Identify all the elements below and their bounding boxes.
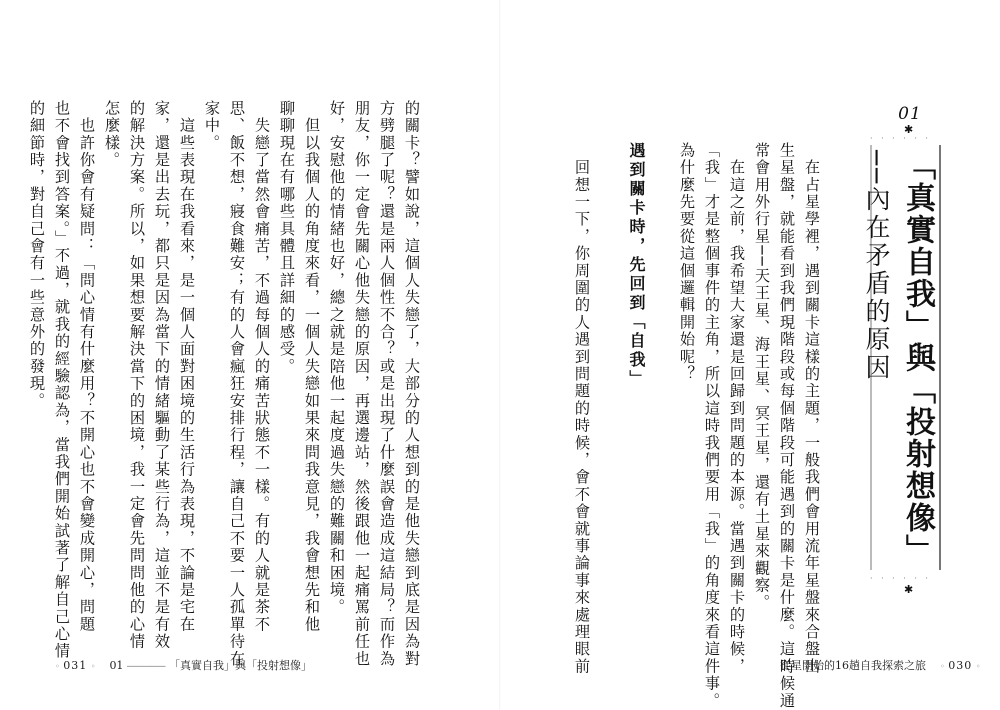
paragraph-column: 生星盤，就能看到我們現階段或每個階段可能遇到的關卡是什麼。這時候通 [778,142,796,710]
dots-ornament-top: · · · · · · [870,134,931,143]
left-footer [55,657,312,673]
dots-ornament-bottom: · · · · · · [870,574,931,583]
footer-separator: ◦ [940,662,945,671]
section-heading: 遇到關卡時，先回到「自我」 [627,142,646,389]
text-column: 的解決方案。所以，如果想要解決當下的困境，我一定會先問問他的心情 [128,100,146,651]
text-column: 這些表現在我看來，是一個人面對困境的生活行為表現，不論是宅在 [178,100,196,634]
star-ornament-top: ✱ [904,123,914,136]
text-column: 家中。 [203,100,221,152]
text-column: 但以我個人的角度來看，一個人失戀如果來問我意見，我會想先和他 [303,100,321,634]
paragraph-column: 在這之前，我希望大家還是回歸到問題的本源。當遇到關卡的時候， [728,142,746,676]
chapter-title: 「真實自我」與「投射想像」 [900,150,935,566]
paragraph-column: 回想一下，你周圍的人遇到問題的時候，會不會就事論事來處理眼前 [573,142,591,676]
text-column: 的關卡？譬如說，這個人失戀了，大部分的人想到的是他失戀到底是因為對 [403,100,421,668]
text-column: 方劈腿了呢？還是兩人個性不合？或是出現了什麼誤會造成這結局？而作為 [378,100,396,668]
text-column: 失戀了當然會痛苦，不過每個人的痛苦狀態不一樣。有的人就是茶不 [253,100,271,634]
footer-chapter-title: 「真實自我」與「投射想像」 [168,659,312,672]
text-column: 聊聊現在有哪些具體且詳細的感受。 [278,100,296,376]
footer-rule: ──────── [126,662,166,671]
heading-rule [939,145,941,570]
text-column: 好，安慰他的情緒也好，總之就是陪他一起度過失戀的難關和困境。 [328,100,346,616]
paragraph-column: 為什麼先要從這個邏輯開始呢？ [678,142,696,383]
paragraph-column: 在占星學裡，遇到關卡這樣的主題，一般我們會用流年星盤來合盤出 [803,142,821,676]
paragraph-column: 常會用外行星──天王星、海王星、冥王星，還有土星來觀察。 [753,142,771,612]
chapter-number: 01 [898,104,922,124]
right-footer [780,657,980,673]
star-ornament-bottom: ✱ [904,583,914,596]
paragraph-column: 「我」才是整個事件的主角，所以這時我們要用「我」的角度來看這件事。 [703,142,721,710]
text-column: 的細節時，對自己會有一些意外的發現。 [28,100,46,410]
page-number: 030 [948,659,973,672]
footer-separator: ◦ [90,662,96,671]
footer-book-title: 從星開始的16趟自我探索之旅 [780,659,926,672]
text-column: 家，還是出去玩，都只是因為當下的情緒驅動了某些行為，這並不是有效 [153,100,171,651]
page-number: 031 [63,659,88,672]
text-column: 朋友，你一定會先關心他失戀的原因，再選邊站，然後跟他一起痛罵前任也 [353,100,371,668]
footer-separator: ◦ [55,662,60,671]
footer-chapter-number: 01 [109,659,124,672]
footer-separator: ◦ [975,662,981,671]
chapter-subtitle: ──內在矛盾的原因 [862,150,891,383]
text-column: 怎麼樣。 [103,100,121,169]
text-column: 也許你會有疑問：「問心情有什麼用？不開心也不會變成開心，問題 [78,100,96,634]
text-column: 也不會找到答案。」不過，就我的經驗認為，當我們開始試著了解自己心情 [53,100,71,660]
text-column: 思、飯不想，寢食難安；有的人會瘋狂安排行程，讓自己不要一人孤單待在 [228,100,246,668]
